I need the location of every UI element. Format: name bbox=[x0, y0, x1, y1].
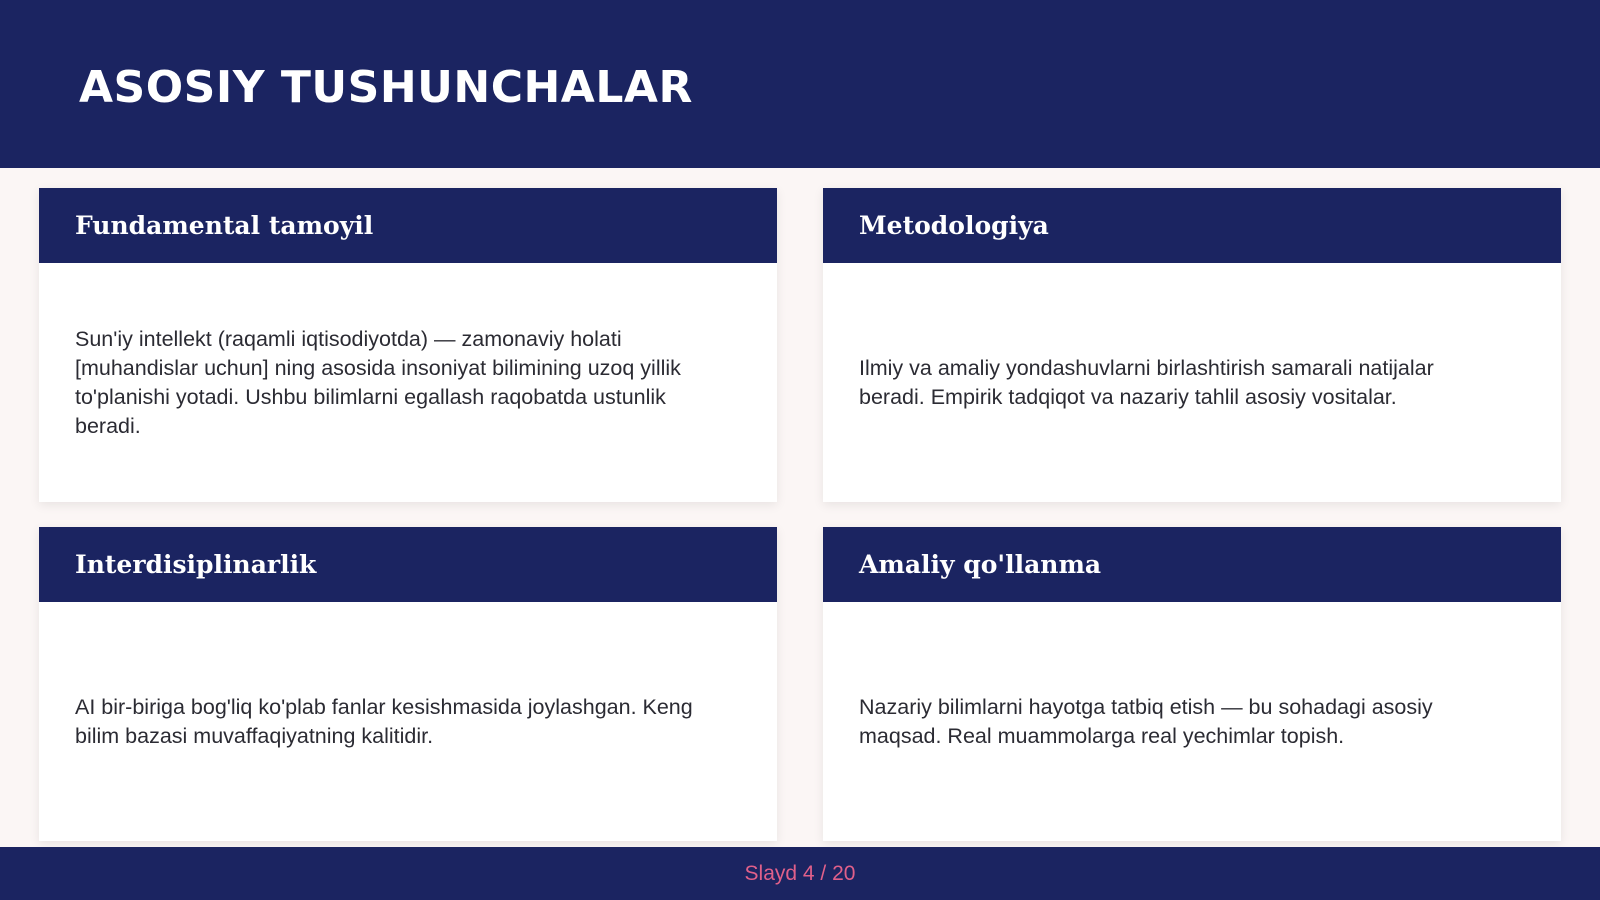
card-fundamental-principle bbox=[39, 188, 777, 502]
card-title: Amaliy qo'llanma bbox=[859, 549, 1102, 579]
card-text: Ilmiy va amaliy yondashuvlarni birlashtirish samarali natijalar beradi. Empirik tadqiqot va nazariy tahlil asosiy vositalar. bbox=[859, 355, 1434, 409]
card-title: Metodologiya bbox=[859, 210, 1049, 240]
footer-bar bbox=[0, 847, 1600, 900]
card-interdisciplinarity bbox=[39, 527, 777, 841]
card-header bbox=[39, 188, 777, 263]
card-text: AI bir-biriga bog'liq ko'plab fanlar kesishmasida joylashgan. Keng bilim bazasi muvaffaqiyatning kalitidir. bbox=[75, 694, 693, 748]
slide-counter: Slayd 4 / 20 bbox=[744, 861, 856, 885]
card-header bbox=[39, 527, 777, 602]
card-body bbox=[39, 263, 777, 502]
card-body bbox=[823, 602, 1561, 841]
card-methodology bbox=[823, 188, 1561, 502]
card-body bbox=[823, 263, 1561, 502]
card-text: Nazariy bilimlarni hayotga tatbiq etish — bu sohadagi asosiy maqsad. Real muammolarga real yechimlar topish. bbox=[859, 694, 1433, 748]
card-practical-guide bbox=[823, 527, 1561, 841]
card-header bbox=[823, 188, 1561, 263]
header-bar bbox=[0, 0, 1600, 168]
card-title: Interdisiplinarlik bbox=[75, 549, 317, 579]
card-body bbox=[39, 602, 777, 841]
page-title: ASOSIY TUSHUNCHALAR bbox=[79, 62, 693, 113]
card-header bbox=[823, 527, 1561, 602]
card-title: Fundamental tamoyil bbox=[75, 210, 374, 240]
card-text: Sun'iy intellekt (raqamli iqtisodiyotda) — zamonaviy holati [muhandislar uchun] ning asosida insoniyat bilimining uzoq yillik to'planishi yotadi. Ushbu bilimlarni egallash raqobatda ustunlik beradi. bbox=[75, 326, 681, 438]
